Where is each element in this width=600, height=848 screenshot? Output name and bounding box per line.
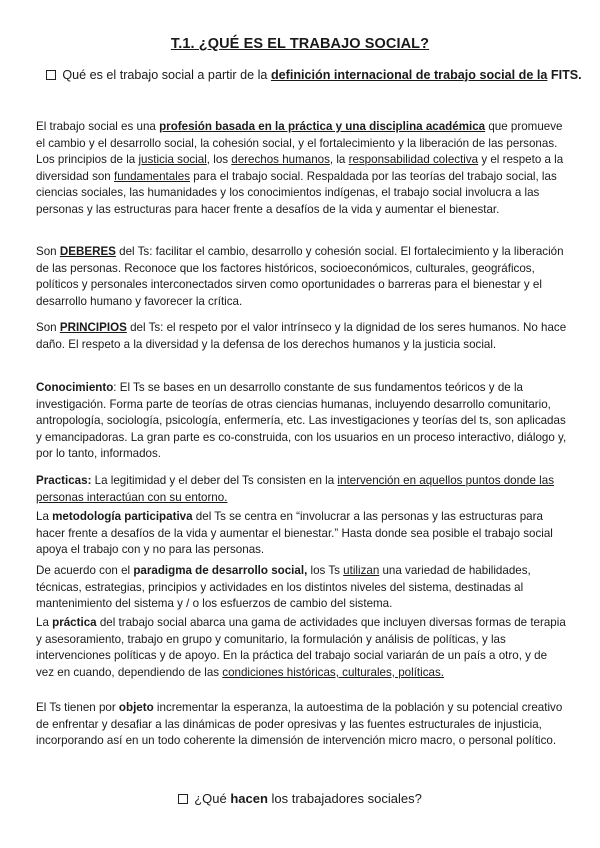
paragraph-conocimiento: Conocimiento: El Ts se bases en un desarrollo constante de sus fundamentos teóricos y de la investigación. Forma parte de teorías de otras ciencias humanas, incluyendo desarrollo comunitario, antropología, sociología, psicología, enfermería, etc. Las investigaciones y teorías del ts, son aplicadas y emancipadoras. La gran parte es co-construida, con los usuarios en un proceso interactivo, diálogo y, por lo tanto, informados.: [36, 381, 567, 461]
checkbox-icon: [178, 794, 188, 804]
paragraph-objeto: El Ts tienen por objeto incrementar la esperanza, la autoestima de la población y su potencial creativo de enfrentar y desafiar a las dinámicas de poder opresivas y las fuentes estructurales de injusticia, incorporando así en un todo coherente la dimensión de intervención micro macro, o personal político.: [36, 701, 563, 748]
paragraph-practicas: Practicas: La legitimidad y el deber del Ts consisten en la intervención en aquellos puntos donde las personas interactúan con su entorno.: [36, 474, 554, 504]
question-heading-2: ¿Qué hacen los trabajadores sociales?: [0, 791, 600, 806]
fits-definition-link: definición internacional de trabajo social de la: [270, 68, 548, 82]
paragraph-paradigma: De acuerdo con el paradigma de desarrollo social, los Ts utilizan una variedad de habilidades, técnicas, estrategias, principios y actividades en los distintos niveles del sistema, destinadas al mantenimiento del sistema y / o los esfuerzos de cambio del sistema.: [36, 564, 531, 611]
checkbox-icon: [46, 70, 56, 80]
paragraph-metodologia: La metodología participativa del Ts se centra en “involucrar a las personas y las estructuras para hacer frente a desafíos de la vida y aumentar el bienestar.” Hasta donde sea posible el trabajo social apoya el trabajo con y no para las personas.: [36, 510, 553, 557]
paragraph-principios: Son PRINCIPIOS del Ts: el respeto por el valor intrínseco y la dignidad de los seres humanos. No hace daño. El respeto a la diversidad y la defensa de los derechos humanos y la justicia social.: [36, 321, 567, 351]
paragraph-practica: La práctica del trabajo social abarca una gama de actividades que incluyen diversas formas de terapia y asesoramiento, trabajo en grupo y comunitario, la formulación y análisis de políticas, y las intervenciones políticas y de apoyo. En la práctica del trabajo social variarán de un país a otro, y de vez en cuando, dependiendo de las condiciones históricas, culturales, políticas.: [36, 616, 566, 679]
paragraph-deberes: Son DEBERES del Ts: facilitar el cambio, desarrollo y cohesión social. El fortalecimiento y la liberación de las personas. Reconoce que los factores históricos, socioeconómicos, culturales, geográficos, políticos y personales interconectados sirven como oportunidades o barreras para el bienestar y el desarrollo humano y favorecer la crítica.: [36, 245, 564, 308]
question-heading-1: Qué es el trabajo social a partir de la definición internacional de trabajo social de la FITS.: [44, 66, 584, 85]
page-title: T.1. ¿QUÉ ES EL TRABAJO SOCIAL?: [170, 36, 430, 52]
paragraph-intro: El trabajo social es una profesión basada en la práctica y una disciplina académica que promueve el cambio y el desarrollo social, la cohesión social, y el fortalecimiento y la liberación de las personas. Los principios de la justicia social, los derechos humanos, la responsabilidad colectiva y el respeto a la diversidad son fundamentales para el trabajo social. Respaldada por las teorías del trabajo social, las ciencias sociales, las humanidades y los conocimientos indígenas, el trabajo social involucra a las personas y las estructuras para hacer frente a desafíos de la vida y aumentar el bienestar.: [36, 120, 564, 216]
